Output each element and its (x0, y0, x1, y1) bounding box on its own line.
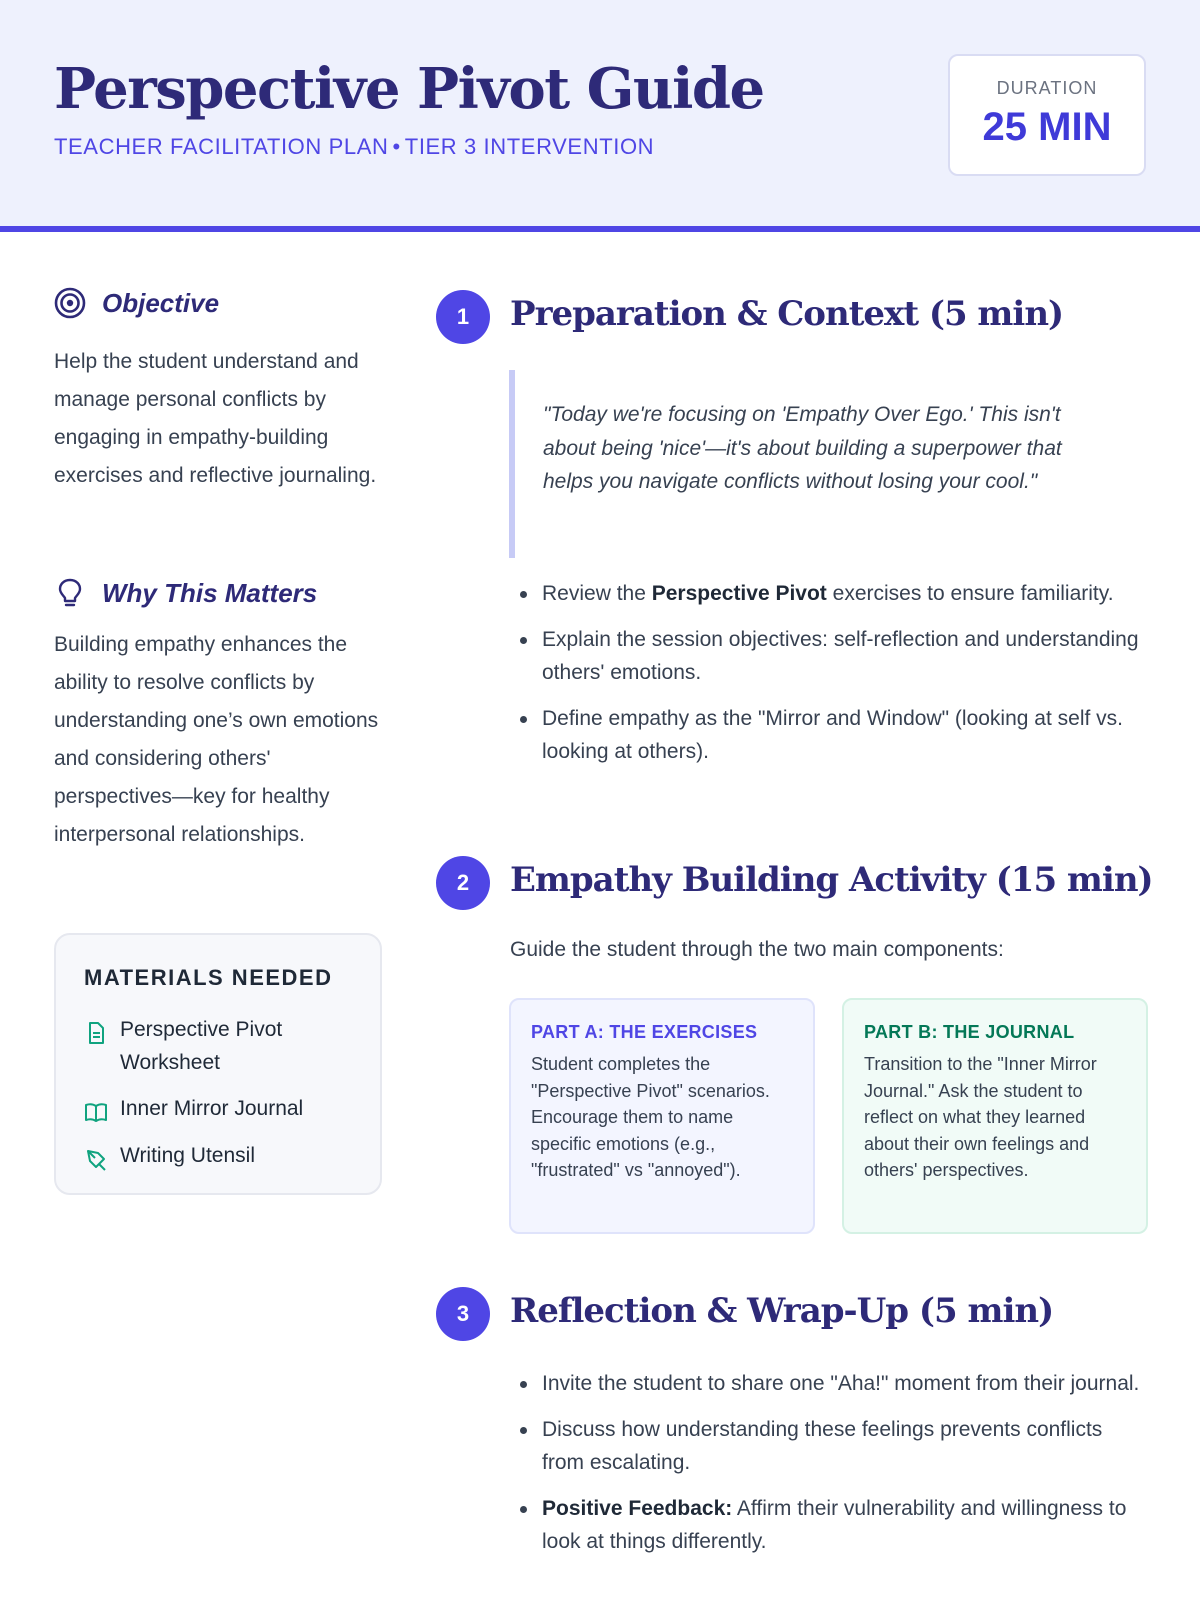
step-number: 3 (436, 1287, 490, 1341)
step-2-intro: Guide the student through the two main components: (510, 938, 1004, 961)
facilitator-quote: "Today we're focusing on 'Empathy Over Ego.' This isn't about being 'nice'—it's about building a superpower that helps you navigate conflicts without losing your cool." (509, 370, 1109, 558)
part-b-card (842, 998, 1148, 1234)
materials-title: MATERIALS NEEDED (84, 965, 333, 990)
lightbulb-icon (54, 576, 88, 610)
step-number: 1 (436, 290, 490, 344)
step-3-list (520, 1367, 1150, 1558)
subtitle-tier: TIER 3 INTERVENTION (404, 134, 655, 159)
objective-text: Help the student understand and manage personal conflicts by engaging in empathy-building exercises and reflective journaling. (54, 350, 377, 487)
subtitle-plan: TEACHER FACILITATION PLAN (54, 134, 389, 159)
why-heading-label: Why This Matters (102, 577, 318, 608)
duration-badge (948, 54, 1146, 176)
document-icon (84, 1021, 108, 1045)
material-item (84, 1092, 340, 1125)
list-item: Discuss how understanding these feelings prevents conflicts from escalating. (520, 1413, 1150, 1479)
part-b-text: Transition to the "Inner Mirror Journal." Ask the student to reflect on what they learned about their own feelings and others' perspectives. (864, 1054, 1097, 1180)
step-title: Reflection & Wrap-Up (5 min) (510, 1291, 1054, 1331)
objective-heading (54, 286, 219, 320)
page-subtitle (54, 134, 654, 160)
step-title: Preparation & Context (5 min) (510, 294, 1064, 334)
material-label: Inner Mirror Journal (120, 1097, 304, 1120)
material-label: Perspective Pivot Worksheet (120, 1018, 283, 1074)
list-item: Explain the session objectives: self-reflection and understanding others' emotions. (520, 623, 1150, 689)
target-icon (54, 286, 88, 320)
material-item (84, 1013, 340, 1079)
pen-icon (84, 1147, 108, 1171)
list-item: Define empathy as the "Mirror and Window" (looking at self vs. looking at others). (520, 702, 1150, 768)
step-1-list (520, 577, 1150, 768)
list-item: Invite the student to share one "Aha!" moment from their journal. (520, 1367, 1150, 1400)
why-text: Building empathy enhances the ability to resolve conflicts by understanding one’s own emotions and considering others' perspectives—key for healthy interpersonal relationships. (54, 633, 379, 846)
subtitle-separator: • (392, 134, 401, 159)
part-b-title: PART B: THE JOURNAL (864, 1022, 1075, 1042)
why-heading (54, 576, 317, 610)
step-title: Empathy Building Activity (15 min) (510, 860, 1153, 900)
objective-heading-label: Objective (102, 287, 220, 318)
list-item: Positive Feedback: Affirm their vulnerability and willingness to look at things differently. (520, 1492, 1150, 1558)
material-label: Writing Utensil (120, 1144, 255, 1167)
duration-value: 25 MIN (982, 105, 1112, 149)
page-header (0, 0, 1200, 232)
book-icon (84, 1100, 108, 1124)
part-a-title: PART A: THE EXERCISES (531, 1022, 758, 1042)
list-item: Review the Perspective Pivot exercises to ensure familiarity. (520, 577, 1150, 610)
part-a-card (509, 998, 815, 1234)
materials-panel (54, 933, 382, 1195)
page-title: Perspective Pivot Guide (54, 56, 764, 122)
part-a-text: Student completes the "Perspective Pivot" scenarios. Encourage them to name specific emotions (e.g., "frustrated" vs "annoyed"). (531, 1054, 770, 1180)
step-number: 2 (436, 856, 490, 910)
duration-label: DURATION (996, 78, 1098, 98)
material-item (84, 1139, 340, 1172)
